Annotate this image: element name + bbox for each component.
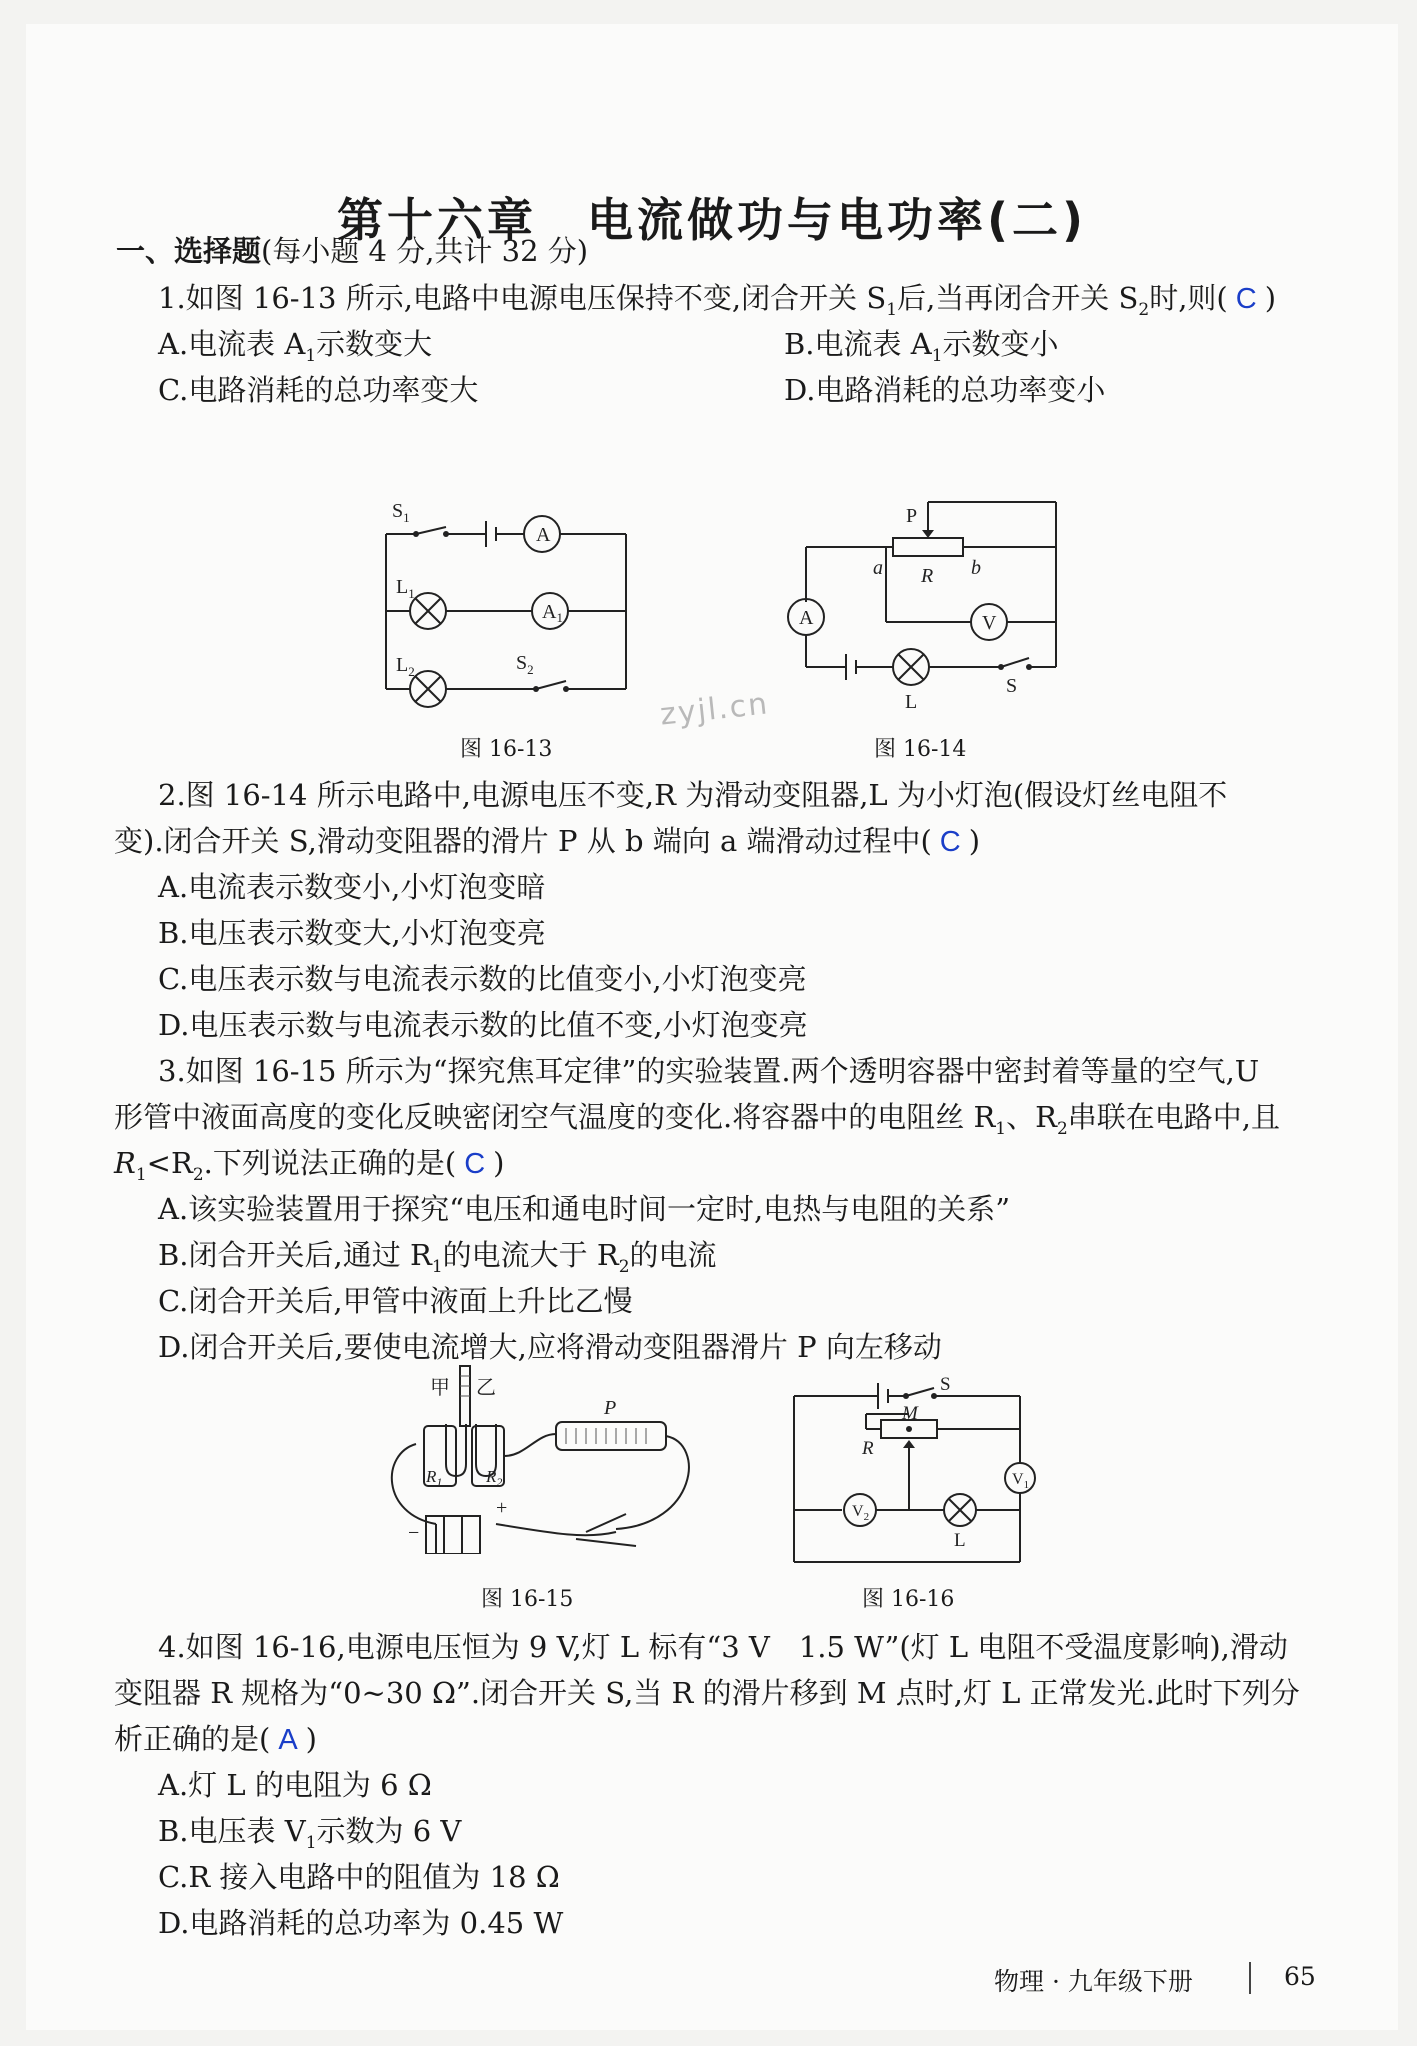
fig2-ammeter: A [799,607,814,629]
fig1-s1-label: $S_1$ [392,500,410,525]
fig3-plus: + [496,1497,508,1519]
figure-16-16 [766,1374,1046,1574]
fig1-ammeter-a1: $A_1$ [542,601,563,625]
q2-stem-2 [114,818,980,865]
q2-stem-1: 2.图 16-14 所示电路中,电源电压不变,R 为滑动变阻器,L 为小灯泡(假设灯丝电阻不 [158,778,1228,812]
figure-16-15-caption: 图 16-15 [481,1587,574,1612]
q3-stem-2-sub2: 2 [1056,1118,1068,1139]
page [26,24,1398,2030]
fig1-l2-label: $L_2$ [396,654,415,679]
footer-separator [1249,1962,1251,1994]
figure-16-16-caption: 图 16-16 [862,1587,955,1612]
q3-stem-2c: 串联在电路中,且 [1067,1100,1280,1134]
q4-opt-b-sub: 1 [305,1832,317,1853]
q3-stem-3b: <R [146,1146,193,1180]
q1-opt-b-text: B.电流表 A [784,327,932,361]
fig1-s2-label: $S_2$ [516,652,534,677]
page-number: 65 [1284,1962,1316,1991]
q4-answer: A [278,1724,298,1756]
q1-stem-b: 后,当再闭合开关 S [897,281,1139,315]
fig3-yi: 乙 [476,1377,496,1399]
q3-opt-b-sub1: 1 [431,1256,443,1277]
fig2-r-label: R [921,565,934,587]
figure-16-15 [376,1364,696,1554]
q4-option-c: C.R 接入电路中的阻值为 18 Ω [158,1860,560,1894]
q2-answer: C [939,826,961,858]
footer-book-title: 物理 · 九年级下册 [994,1967,1193,1996]
q3-stem-3-sub2: 2 [192,1164,204,1185]
fig4-v1: $V_1$ [1012,1471,1030,1491]
q3-stem-3-sub1: 1 [135,1164,147,1185]
q4-stem-1: 4.如图 16-16,电源电压恒为 9 V,灯 L 标有“3 V 1.5 W”(灯 L 电阻不受温度影响),滑动 [158,1630,1288,1664]
watermark: zyjl.cn [658,686,771,733]
fig4-s-label: S [940,1374,951,1395]
q1-sub-1: 1 [886,299,898,320]
fig2-switch-label: S [1006,675,1018,697]
q2-option-c: C.电压表示数与电流表示数的比值变小,小灯泡变亮 [158,962,807,996]
figure-16-14 [781,492,1081,712]
figure-16-14-caption: 图 16-14 [874,737,967,762]
fig3-r2: $R_2$ [486,1467,503,1489]
section-note: (每小题 4 分,共计 32 分) [261,234,589,268]
q4-stem-3 [114,1716,317,1763]
q1-opt-a-text: A.电流表 A [158,327,306,361]
q1-close: ) [1264,281,1277,315]
fig2-b-end: b [971,557,981,579]
section-heading [116,228,588,274]
q3-option-c: C.闭合开关后,甲管中液面上升比乙慢 [158,1284,633,1318]
q2-option-d: D.电压表示数与电流表示数的比值不变,小灯泡变亮 [158,1008,808,1042]
fig1-l1-label: $L_1$ [396,576,415,601]
q3-stem-2a: 形管中液面高度的变化反映密闭空气温度的变化.将容器中的电阻丝 R [114,1100,996,1134]
fig2-voltmeter: V [982,612,997,634]
figure-16-13 [356,489,646,729]
fig2-p-label: P [906,505,918,527]
fig3-minus: − [408,1522,420,1544]
q4-stem-3-text: 析正确的是( [114,1722,271,1756]
q2-option-a: A.电流表示数变小,小灯泡变暗 [158,870,546,904]
figure-16-13-caption: 图 16-13 [460,737,553,762]
fig4-r-label: R [862,1438,874,1459]
fig3-r1: $R_1$ [426,1467,443,1489]
q1-option-c: C.电路消耗的总功率变大 [158,373,479,407]
fig1-ammeter-a: A [536,524,551,546]
q3-option-a: A.该实验装置用于探究“电压和通电时间一定时,电热与电阻的关系” [158,1192,1011,1226]
q1-option-d: D.电路消耗的总功率变小 [784,373,1106,407]
q3-opt-b-sub2: 2 [618,1256,630,1277]
q3-answer: C [464,1148,486,1180]
q2-option-b: B.电压表示数变大,小灯泡变亮 [158,916,546,950]
q4-option-d: D.电路消耗的总功率为 0.45 W [158,1906,564,1940]
q3-stem-1: 3.如图 16-15 所示为“探究焦耳定律”的实验装置.两个透明容器中密封着等量的空气,U [158,1054,1260,1088]
q2-close: ) [968,824,981,858]
fig4-l-label: L [954,1530,966,1551]
q1-sub-2: 2 [1138,299,1150,320]
q3-stem-2b: 、R [1006,1100,1057,1134]
fig4-v2: $V_2$ [852,1503,870,1523]
q1-opt-a-text2: 示数变大 [316,327,433,361]
q4-stem-2: 变阻器 R 规格为“0~30 Ω”.闭合开关 S,当 R 的滑片移到 M 点时,灯 L 正常发光.此时下列分 [114,1676,1300,1710]
q1-opt-b-text2: 示数变小 [942,327,1059,361]
q4-option-a: A.灯 L 的电阻为 6 Ω [158,1768,432,1802]
q1-stem-a: 1.如图 16-13 所示,电路中电源电压保持不变,闭合开关 S [158,281,887,315]
q3-stem-3c: .下列说法正确的是( [203,1146,457,1180]
q1-opt-a-sub: 1 [305,345,317,366]
q4-opt-b2: 示数为 6 V [316,1814,462,1848]
q4-close: ) [305,1722,317,1756]
q3-opt-b3: 的电流 [629,1238,717,1272]
section-label: 一、选择题 [116,234,262,268]
fig3-jia: 甲 [430,1377,450,1399]
fig2-a-end: a [873,557,883,579]
fig3-p: P [604,1397,617,1419]
q3-opt-b1: B.闭合开关后,通过 R [158,1238,432,1272]
q3-close: ) [493,1146,505,1180]
q1-opt-b-sub: 1 [931,345,943,366]
q4-opt-b1: B.电压表 V [158,1814,306,1848]
q3-stem-2-sub1: 1 [995,1118,1007,1139]
q3-stem-3a: R [114,1146,136,1180]
q3-option-d: D.闭合开关后,要使电流增大,应将滑动变阻器滑片 P 向左移动 [158,1330,942,1364]
q3-opt-b2: 的电流大于 R [442,1238,619,1272]
fig2-lamp-label: L [905,691,918,712]
q2-stem-2-text: 变).闭合开关 S,滑动变阻器的滑片 P 从 b 端向 a 端滑动过程中( [114,824,932,858]
fig4-m-label: M [902,1403,918,1424]
page-title: 第十六章 电流做功与电功率(二) [336,193,1088,247]
q1-stem-c: 时,则( [1149,281,1228,315]
q1-answer: C [1235,283,1257,315]
